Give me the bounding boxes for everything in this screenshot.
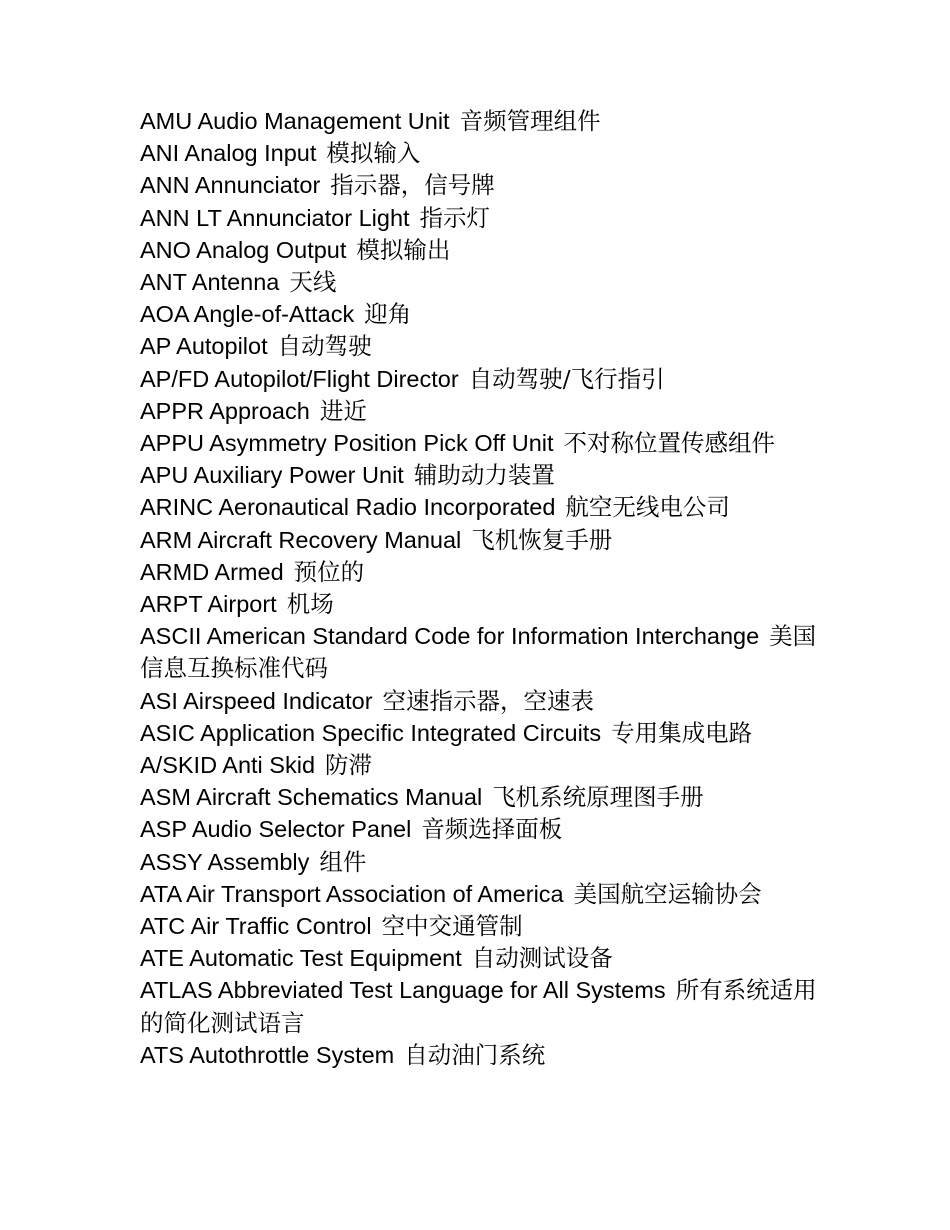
entry-translation: 音频选择面板: [421, 815, 563, 844]
entry-term: APU Auxiliary Power Unit: [140, 462, 404, 489]
entry-term: ANN LT Annunciator Light: [140, 204, 410, 231]
glossary-entry: [140, 588, 820, 620]
glossary-entry: [140, 234, 820, 266]
entry-translation: 飞机恢复手册: [471, 525, 613, 554]
entry-term: ASP Audio Selector Panel: [140, 816, 412, 843]
glossary-entry: [140, 685, 820, 717]
entry-term: AP/FD Autopilot/Flight Director: [140, 365, 459, 392]
glossary-entry: [140, 942, 820, 974]
glossary-entry: [140, 266, 820, 298]
glossary-entry: [140, 202, 820, 234]
entry-term: ASM Aircraft Schematics Manual: [140, 784, 483, 811]
glossary-entry: [140, 1039, 820, 1071]
entry-translation: 辅助动力装置: [413, 461, 555, 490]
glossary-entry: [140, 974, 820, 1038]
entry-term: ASI Airspeed Indicator: [140, 687, 373, 714]
entry-term: ANI Analog Input: [140, 140, 317, 167]
entry-term: ATE Automatic Test Equipment: [140, 945, 462, 972]
entry-translation: 指示灯: [419, 203, 491, 232]
entry-term: APPU Asymmetry Position Pick Off Unit: [140, 430, 554, 457]
entry-term: ATLAS Abbreviated Test Language for All Systems: [140, 977, 666, 1004]
glossary-entry: [140, 105, 820, 137]
entry-term: ATA Air Transport Association of America: [140, 880, 564, 907]
entry-translation: 指示器，信号牌: [330, 171, 495, 200]
glossary-entry: [140, 620, 820, 684]
entry-translation: 预位的: [293, 557, 365, 586]
glossary-entry: [140, 491, 820, 523]
glossary-entry: [140, 878, 820, 910]
entry-translation: 飞机系统原理图手册: [492, 783, 704, 812]
abbreviation-list: [140, 105, 820, 1071]
entry-translation: 天线: [289, 268, 337, 297]
entry-term: AOA Angle-of-Attack: [140, 301, 355, 328]
entry-term: ARINC Aeronautical Radio Incorporated: [140, 494, 556, 521]
entry-translation: 不对称位置传感组件: [563, 429, 776, 458]
entry-term: ARM Aircraft Recovery Manual: [140, 526, 462, 553]
entry-term: ATS Autothrottle System: [140, 1041, 395, 1068]
entry-translation: 美国信息互换标准代码: [140, 622, 817, 683]
glossary-entry: [140, 910, 820, 942]
entry-term: ANT Antenna: [140, 269, 280, 296]
entry-translation: 航空无线电公司: [565, 493, 730, 522]
entry-translation: 专用集成电路: [611, 718, 753, 747]
entry-translation: 机场: [286, 590, 334, 619]
glossary-entry: [140, 330, 820, 362]
glossary-entry: [140, 749, 820, 781]
entry-translation: 组件: [319, 847, 367, 876]
entry-term: ARPT Airport: [140, 591, 277, 618]
glossary-entry: [140, 781, 820, 813]
glossary-entry: [140, 717, 820, 749]
glossary-entry: [140, 169, 820, 201]
entry-term: AMU Audio Management Unit: [140, 108, 450, 134]
glossary-entry: [140, 524, 820, 556]
glossary-entry: [140, 846, 820, 878]
entry-term: A/SKID Anti Skid: [140, 752, 316, 779]
entry-term: ANO Analog Output: [140, 236, 347, 263]
entry-term: ATC Air Traffic Control: [140, 913, 372, 940]
entry-translation: 模拟输出: [356, 235, 451, 264]
entry-term: APPR Approach: [140, 397, 310, 424]
entry-term: ASCII American Standard Code for Information Interchange: [140, 623, 760, 650]
glossary-entry: [140, 298, 820, 330]
entry-translation: 防滞: [325, 751, 373, 780]
glossary-entry: [140, 363, 820, 395]
glossary-entry: [140, 395, 820, 427]
entry-translation: 所有系统适用的简化测试语言: [140, 976, 817, 1037]
entry-translation: 美国航空运输协会: [573, 879, 762, 908]
entry-translation: 空中交通管制: [381, 912, 523, 941]
entry-translation: 空速指示器，空速表: [382, 686, 595, 715]
entry-translation: 迎角: [364, 300, 412, 329]
glossary-entry: [140, 459, 820, 491]
glossary-entry: [140, 813, 820, 845]
glossary-entry: [140, 427, 820, 459]
entry-translation: 音频管理组件: [459, 107, 601, 135]
entry-term: ASSY Assembly: [140, 848, 310, 875]
entry-term: ASIC Application Specific Integrated Circuits: [140, 719, 602, 746]
entry-translation: 自动测试设备: [471, 944, 613, 973]
entry-translation: 进近: [319, 396, 367, 425]
glossary-entry: [140, 137, 820, 169]
entry-term: ANN Annunciator: [140, 172, 321, 199]
entry-term: ARMD Armed: [140, 558, 284, 585]
entry-translation: 自动驾驶: [277, 332, 372, 361]
entry-translation: 模拟输入: [326, 139, 421, 168]
entry-translation: 自动油门系统: [404, 1040, 546, 1069]
glossary-entry: [140, 556, 820, 588]
entry-term: AP Autopilot: [140, 333, 268, 360]
entry-translation: 自动驾驶/飞行指引: [468, 364, 665, 393]
